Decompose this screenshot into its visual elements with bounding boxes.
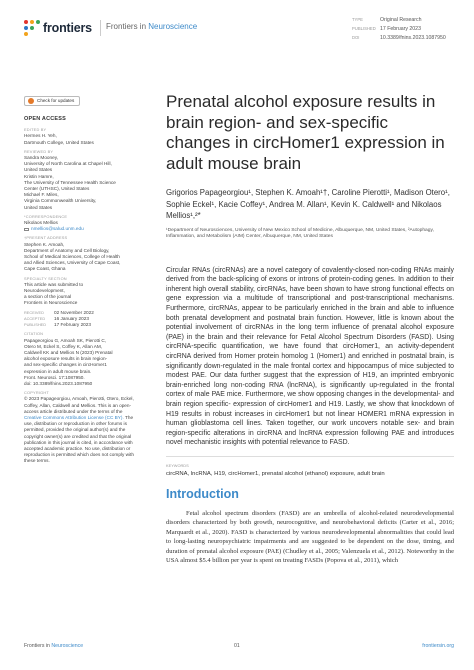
author-list: Grigorios Papageorgiou¹, Stephen K. Amoah¹†, Caroline Pierotti¹, Madison Otero¹, Sophie Eckel¹, Kacie Coffey¹, Andrea M. Allan¹, Kevin K. Caldwell¹ and Nikolaos Mellios¹,²* [166,188,450,220]
intro-heading: Introduction [166,486,239,501]
frontiers-logo-icon [24,20,40,36]
edited-by-label: EDITED BY [24,127,47,133]
meta-type: TYPE Original Research [352,17,422,23]
article-title: Prenatal alcohol exposure results in brain region- and sex-specific changes in circHomer1 expression in adult mouse brain [166,92,445,173]
correspondence-label: *CORRESPONDENCE [24,213,68,219]
journal-prefix: Frontiers in [106,22,147,31]
logo-text: frontiers [43,21,92,35]
reviewed-by: Sandra Mooney, University of North Carolina at Chapel Hill, United States Kristin Hamre, The University of Tennessee Health Science Center (UTHSC), United States Michael F. Miles, Virginia Commonwealth University, United States [24,155,116,210]
reviewed-by-label: REVIEWED BY [24,148,54,154]
article-sidebar [24,96,154,467]
keywords-label: KEYWORDS [166,462,189,468]
abstract: Circular RNAs (circRNAs) are a novel category of covalently-closed non-coding RNAs mainly derived from the back-splicing of exons or introns of protein-coding genes. In addition to their inherent high overall stability, circRNAs, have been shown to have strong functional effects on gene expression via a multitude of transcriptional and post-transcriptional mechanisms. Furthermore, circRNAs, appear to be particularly enriched in the brain and able to influence both prenatal development and postnatal brain function. However, little is known about the potential involvement of circRNAs in the long term influence of prenatal alcohol exposure (PAE) in the brain and their relevance for Fetal Alcohol Spectrum Disorders (FASD). Using circRNA-specific quantification, we have found that circHomer1, an activity-dependent circRNA derived from Homer protein homolog 1 (Homer1) and enriched in postnatal brain, is significantly down-regulated in the male frontal cortex and hippocampus of mice subjected to modest PAE. Our data further suggest that the expression of H19, an imprinted embryonic brain-enriched long non-coding RNA (lncRNA), is significantly up-regulated in the frontal cortex of male PAE mice. Furthermore, we show opposing changes in the developmental- and brain region specific- expression of circHomer1 and H19. Lastly, we show that knockdown of H19 results in robust increases in circHomer1 but not linear HOMER1 mRNA expression in human glioblastoma cell lines. Taken together, our work uncovers notable sex- and brain region-specific alterations in circRNA and lncRNA expression following PAE and introduces novel mechanistic insights with potential relevance to FASD. [166,266,454,447]
citation: Papageorgiou G, Amoah SK, Pierotti C, Otero M, Eckel S, Coffey K, Allan AM, Caldwell KK and Mellios N (2023) Prenatal alcohol exposure results in brain region- and sex-specific changes in circHomer1 expression in adult mouse brain. Front. Neurosci. 17:1087950. doi: 10.3389/fnins.2023.1087950 [24,337,113,386]
article-main [166,92,454,565]
keywords-divider [166,456,454,457]
article-meta [352,16,446,42]
check-updates-label: Check for updates [37,97,75,103]
header-divider [100,20,101,36]
edited-by: Hermes H. Yeh, Dartmouth College, United States [24,133,94,145]
copyright-text: © 2023 Papageorgiou, Amoah, Pierotti, Otero, Eckel, Coffey, Allan, Caldwell and Mellios. This is an open-access article distributed under the terms of the Creative Commons Attribution License (CC BY). The use, distribution or reproduction in other forums is permitted, provided the original author(s) and the copyright owner(s) are credited and that the original publication in this journal is cited, in accordance with accepted academic practice. No use, distribution or reproduction is permitted which does not comply with these terms. [24,396,134,464]
mail-icon [24,228,29,232]
correspondence-email-link[interactable]: nmellios@salud.unm.edu [31,226,84,232]
cc-by-license-link[interactable]: Creative Commons Attribution License (CC BY). [24,414,124,420]
page-number: 01 [234,643,240,649]
footer-url-link[interactable]: frontiersin.org [422,643,454,649]
footer-journal-link[interactable]: Neuroscience [51,643,84,649]
copyright-label: COPYRIGHT [24,390,49,396]
meta-published: PUBLISHED 17 February 2023 [352,25,421,32]
present-address: Stephen K. Amoah, Department of Anatomy and Cell Biology, School of Medical Sciences, College of Health and Allied Sciences, University of Cape Coast, Cape Coast, Ghana [24,241,121,272]
check-updates-button[interactable] [24,96,80,106]
specialty-section-label: SPECIALTY SECTION [24,275,67,281]
journal-title: Neuroscience [148,22,198,31]
footer-journal: Frontiers in Neuroscience [24,643,84,649]
citation-label: CITATION [24,331,44,337]
present-address-label: †PRESENT ADDRESS [24,235,68,241]
journal-name[interactable] [106,22,197,31]
correspondence: Nikolaos Mellios nmellios@salud.unm.edu [24,220,84,232]
page-header [24,16,454,56]
keywords: circRNA, lncRNA, H19, circHomer1, prenatal alcohol (ethanol) exposure, adult brain [166,470,385,477]
meta-doi: DOI 10.3389/fnins.2023.1087950 [352,34,446,41]
check-updates-icon [28,98,34,104]
specialty-section: This article was submitted to Neurodevelopment, a section of the journal Frontiers in Neuroscience [24,281,84,306]
frontiers-logo[interactable] [24,20,92,36]
open-access-label: OPEN ACCESS [24,116,67,122]
article-dates: RECEIVED 02 November 2022 ACCEPTED 16 January 2023 PUBLISHED 17 February 2023 [24,309,94,328]
intro-paragraph: Fetal alcohol spectrum disorders (FASD) are an umbrella of alcohol-related neurodevelopmental disorders characterized by both growth, neurocognitive, and neurobehavioral deficits (Carter et al., 2016; Marquardt et al., 2020). FASD is characterized by various neurodevelopmental abnormalities that could lead to long-lasting neuropsychiatric impairments and are suggested to be dependent on the dose, timing, and duration of prenatal alcohol exposure (PAE) (Chudley et al., 2005; Valenzuela et al., 2012). Noteworthy in the USA almost $5.4 billion per year is spent on treating FASDs (Popova et al., 2011), which [166,509,454,564]
affiliations: ¹Department of Neurosciences, University of New Mexico School of Medicine, Albuquerque, NM, United States, ²Autophagy, Inflammation, and Metabolism (AIM) Center, Albuquerque, NM, United States [166,227,434,240]
